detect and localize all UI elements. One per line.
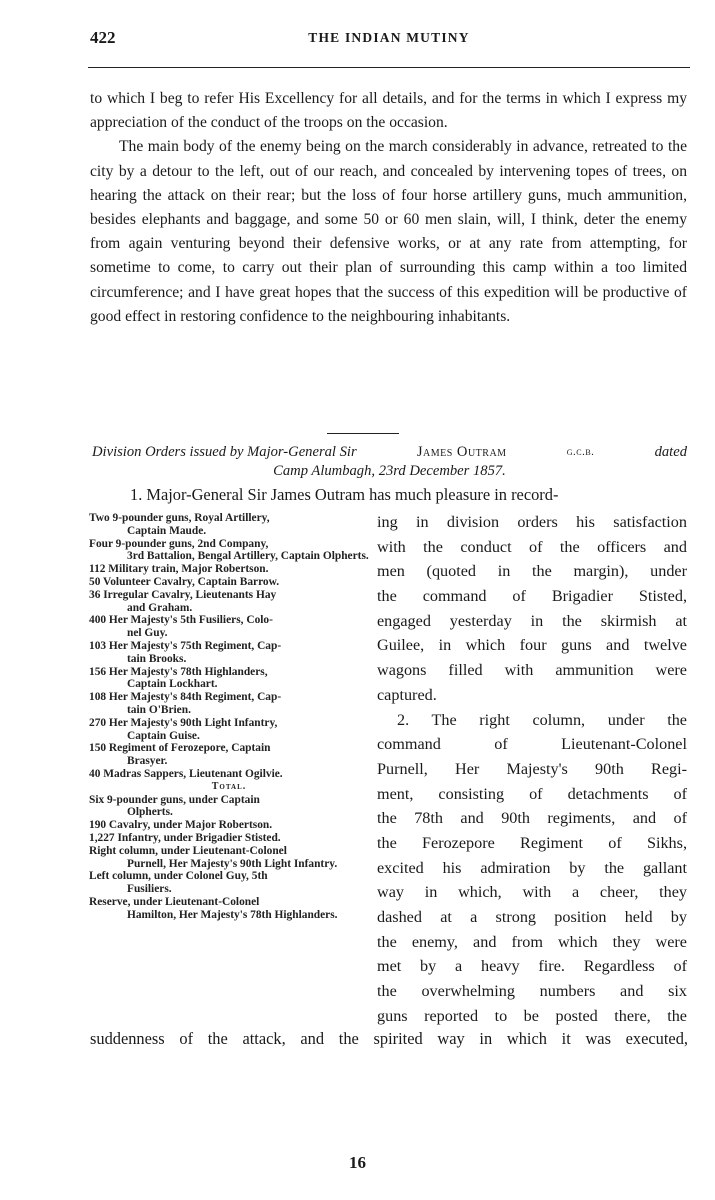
margin-note-lead: 150 Regiment of Ferozepore, Captain [89,742,271,755]
margin-note-lead: 50 Volunteer Cavalry, Captain Barrow. [89,575,280,588]
margin-note-continuation: Captain Guise. [127,729,200,742]
right-column-line: Purnell, Her Majesty's 90th Regi- [377,759,687,778]
margin-note [89,538,369,564]
margin-note [89,576,369,589]
right-column-line: men (quoted in the margin), under [377,562,687,581]
margin-note-continuation: tain Brooks. [127,652,187,665]
right-column-line: met by a heavy fire. Regardless of [377,957,687,976]
margin-note-lead: 270 Her Majesty's 90th Light Infantry, [89,716,278,729]
right-column-line: with the conduct of the officers and [377,537,687,556]
margin-note-lead: 190 Cavalry, under Major Robertson. [89,819,273,832]
page-header [90,28,688,50]
body-text [90,87,687,329]
margin-total-label: Total. [211,780,247,792]
margin-note-continuation: Captain Maude. [127,524,207,537]
paragraph-1-heading: 1. Major-General Sir James Outram has much pleasure in record- [130,485,559,504]
body-paragraph: The main body of the enemy being on the march considerably in advance, retreated to the city by a detour to the left, out of our reach, and concealed by intervening topes of trees, on hearing the attack on their rear; but the loss of four horse artillery guns, much ammunition, besides elephants and baggage, and some 50 or 60 men slain, will, I think, deter the enemy from again venturing beyond their defensive works, or at any rate from attempting, for sometime to come, to carry out their plan of surrounding this camp within a too limited circumference; and I have great hopes that the success of this expedition will be productive of good effect in restoring confidence to the neighbouring inhabitants. [90,138,687,325]
margin-note-continuation: Brasyer. [127,755,168,768]
right-column-line: captured. [377,685,437,704]
margin-note [89,563,369,576]
margin-note-lead: Six 9-pounder guns, under Captain [89,793,260,806]
margin-note-lead: 103 Her Majesty's 75th Regiment, Cap- [89,639,282,652]
body-paragraph: to which I beg to refer His Excellency for all details, and for the terms in which I express my appreciation of the conduct of the troops on the occasion. [90,90,687,132]
section-rule [327,433,399,434]
margin-note [89,794,369,820]
right-column-line: 2. The right column, under the [397,710,687,729]
margin-note-lead: Reserve, under Lieutenant-Colonel [89,895,260,908]
right-column-line: dashed at a strong position held by [377,908,687,926]
division-orders-dated: dated [654,444,687,460]
right-column-line: the overwhelming numbers and six [377,982,687,1001]
running-head: THE INDIAN MUTINY [308,30,470,45]
margin-note-continuation: Hamilton, Her Majesty's 78th Highlanders. [127,908,338,921]
margin-note-continuation: and Graham. [127,601,193,614]
right-column-line: Guilee, in which four guns and twelve [377,636,687,655]
margin-note-lead: 400 Her Majesty's 5th Fusiliers, Colo- [89,614,273,627]
margin-note-lead: 36 Irregular Cavalry, Lieutenants Hay [89,588,277,601]
closing-line: suddenness of the attack, and the spirited way in which it was executed, [90,1029,688,1048]
margin-note-lead: 1,227 Infantry, under Brigadier Stisted. [89,831,281,844]
margin-note-lead: Right column, under Lieutenant-Colonel [89,844,287,857]
right-column-line: command of Lieutenant-Colonel [377,735,687,754]
margin-note [89,832,369,845]
right-column-line: ment, consisting of detachments of [377,784,687,803]
page-number: 422 [90,28,116,47]
division-orders-heading [92,443,687,481]
margin-note-lead: 156 Her Majesty's 78th Highlanders, [89,665,268,678]
margin-note [89,742,369,768]
right-column-line: the command of Brigadier Stisted, [377,587,687,606]
margin-note-continuation: Captain Lockhart. [127,678,218,691]
margin-note-lead: Four 9-pounder guns, 2nd Company, [89,537,269,550]
header-rule [88,67,690,68]
margin-note [89,589,369,615]
right-column-line: the 78th and 90th regiments, and of [377,809,687,828]
margin-note [89,768,369,781]
margin-note-lead: 40 Madras Sappers, Lieutenant Ogilvie. [89,767,283,780]
margin-note [89,691,369,717]
margin-note-continuation: tain O'Brien. [127,703,191,716]
margin-note-continuation: nel Guy. [127,627,168,640]
division-orders-title: Division Orders issued by Major-General Sir [92,444,357,460]
margin-note-continuation: Fusiliers. [127,883,172,896]
right-column-line: the enemy, and from which they were [377,932,687,951]
margin-note-lead: 108 Her Majesty's 84th Regiment, Cap- [89,691,282,704]
division-orders-date: Camp Alumbagh, 23rd December 1857. [273,463,506,479]
margin-note [89,640,369,666]
margin-note [89,870,369,896]
margin-notes [89,512,369,922]
margin-note-continuation: Purnell, Her Majesty's 90th Light Infantry. [127,857,338,870]
margin-note [89,845,369,871]
margin-note [89,819,369,832]
margin-note-continuation: 3rd Battalion, Bengal Artillery, Captain Olpherts. [127,550,369,563]
right-column-line: engaged yesterday in the skirmish at [377,611,687,630]
margin-note [89,717,369,743]
margin-note [89,896,369,922]
margin-note-continuation: Olpherts. [127,806,173,819]
right-column-text [377,510,687,1028]
margin-note-lead: Left column, under Colonel Guy, 5th [89,870,268,883]
margin-note [89,666,369,692]
right-column-line: way in which, with a cheer, they [377,883,687,902]
margin-note-lead: 112 Military train, Major Robertson. [89,563,269,576]
margin-note-lead: Two 9-pounder guns, Royal Artillery, [89,512,270,524]
right-column-line: ing in division orders his satisfaction [377,513,687,531]
margin-note [89,512,369,538]
division-orders-name: James Outram [416,444,507,460]
right-column-line: the Ferozepore Regiment of Sikhs, [377,833,687,852]
right-column-line: excited his admiration by the gallant [377,858,687,877]
right-column-line: guns reported to be posted there, the [377,1006,687,1025]
margin-note [89,614,369,640]
signature-mark: 16 [349,1153,366,1172]
division-orders-honours: g.c.b. [566,446,595,458]
right-column-line: wagons filled with ammunition were [377,661,687,680]
